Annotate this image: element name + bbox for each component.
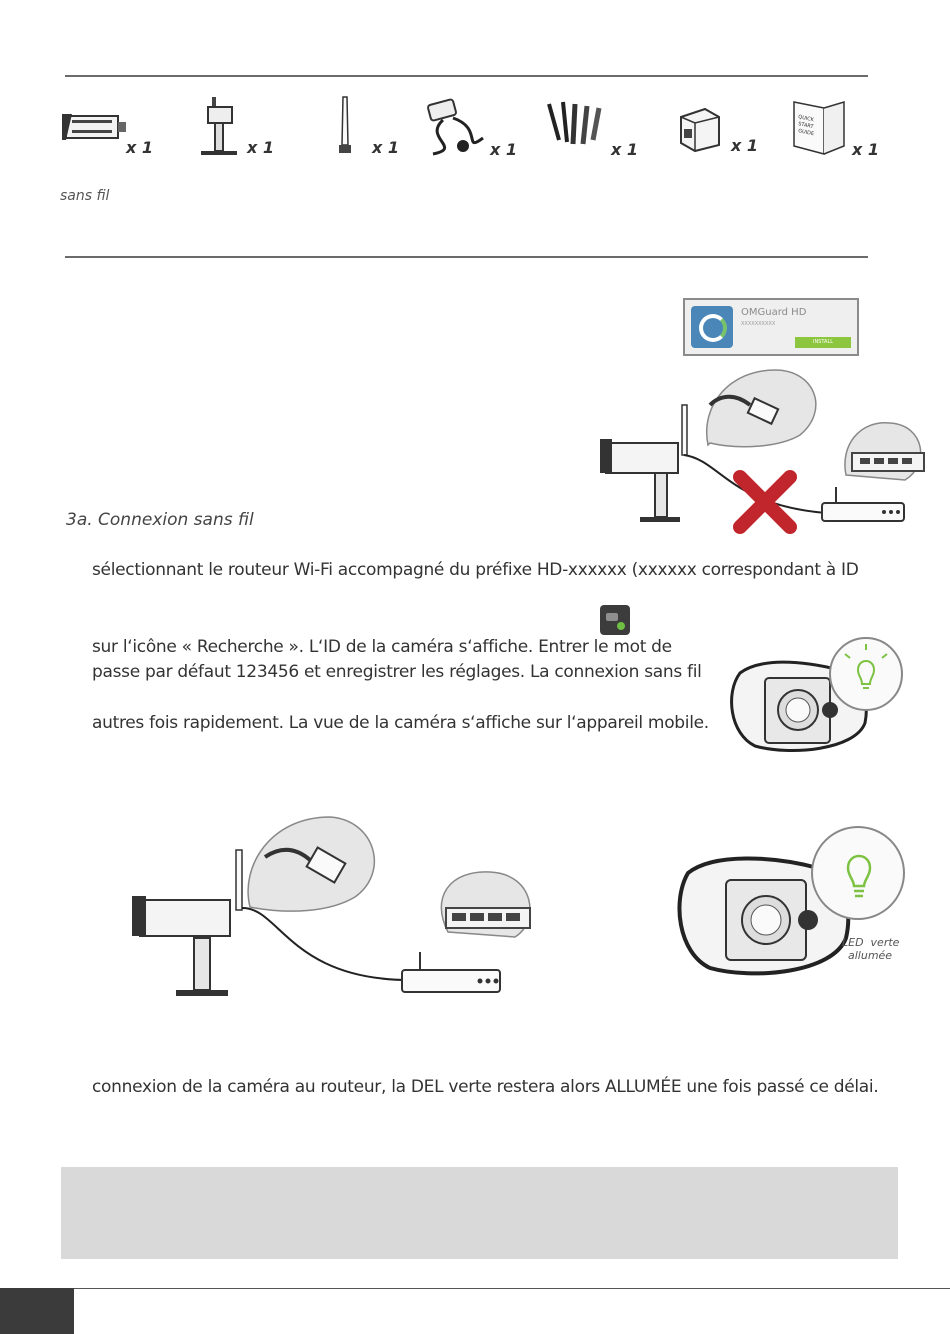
led-label-line-2: allumée bbox=[848, 949, 893, 962]
quantity-antenna: x 1 bbox=[372, 138, 400, 157]
quantity-guide: x 1 bbox=[852, 140, 880, 159]
quick-start-guide-icon bbox=[790, 98, 850, 158]
power-adapter-icon bbox=[423, 98, 493, 158]
quantity-screws: x 1 bbox=[611, 140, 639, 159]
section-heading: 3a. Connexion sans fil bbox=[66, 510, 254, 530]
camera-back-blinking-led-diagram bbox=[730, 638, 910, 758]
svg-text:QUICK: QUICK bbox=[797, 114, 815, 124]
camera-icon bbox=[62, 110, 132, 150]
contents-caption: sans fil bbox=[60, 188, 110, 204]
search-icon bbox=[600, 605, 630, 635]
quantity-stand: x 1 bbox=[247, 138, 275, 157]
quantity-camera: x 1 bbox=[126, 138, 154, 157]
svg-text:GUIDE: GUIDE bbox=[797, 128, 815, 138]
body-line-4: autres fois rapidement. La vue de la caméra s‘affiche sur l‘appareil mobile. bbox=[92, 713, 709, 733]
quantity-adapter: x 1 bbox=[490, 140, 518, 159]
body-line-2: sur l‘icône « Recherche ». L‘ID de la caméra s‘affiche. Entrer le mot de bbox=[92, 637, 672, 657]
app-subtitle: XXXXXXXXXX bbox=[741, 321, 776, 327]
antenna-icon bbox=[335, 95, 355, 157]
top-divider bbox=[65, 75, 868, 77]
body-line-1: sélectionnant le routeur Wi-Fi accompagné du préfixe HD-xxxxxx (xxxxxx correspondant à ID bbox=[92, 560, 859, 580]
note-box bbox=[61, 1167, 898, 1259]
app-logo-icon bbox=[691, 306, 733, 348]
footer-divider bbox=[74, 1288, 950, 1289]
body-line-3: passe par défaut 123456 et enregistrer les réglages. La connexion sans fil bbox=[92, 662, 702, 682]
app-title: OMGuard HD bbox=[741, 307, 807, 318]
network-adapter-icon bbox=[675, 103, 725, 153]
quantity-network-adapter: x 1 bbox=[731, 136, 759, 155]
wired-connection-crossed-diagram bbox=[600, 365, 930, 530]
screws-icon bbox=[545, 100, 610, 150]
section-divider bbox=[65, 256, 868, 258]
app-store-badge[interactable] bbox=[683, 298, 859, 356]
cross-mark-icon bbox=[740, 477, 790, 527]
body-line-5: connexion de la caméra au routeur, la DEL verte restera alors ALLUMÉE une fois passé ce délai. bbox=[92, 1077, 879, 1097]
led-label-line-1: LED verte bbox=[842, 936, 900, 949]
page-number-block bbox=[0, 1288, 74, 1334]
camera-stand-icon bbox=[198, 95, 243, 157]
wired-connection-diagram bbox=[130, 812, 540, 1002]
svg-text:START: START bbox=[797, 121, 814, 131]
install-button[interactable]: INSTALL bbox=[795, 337, 851, 348]
